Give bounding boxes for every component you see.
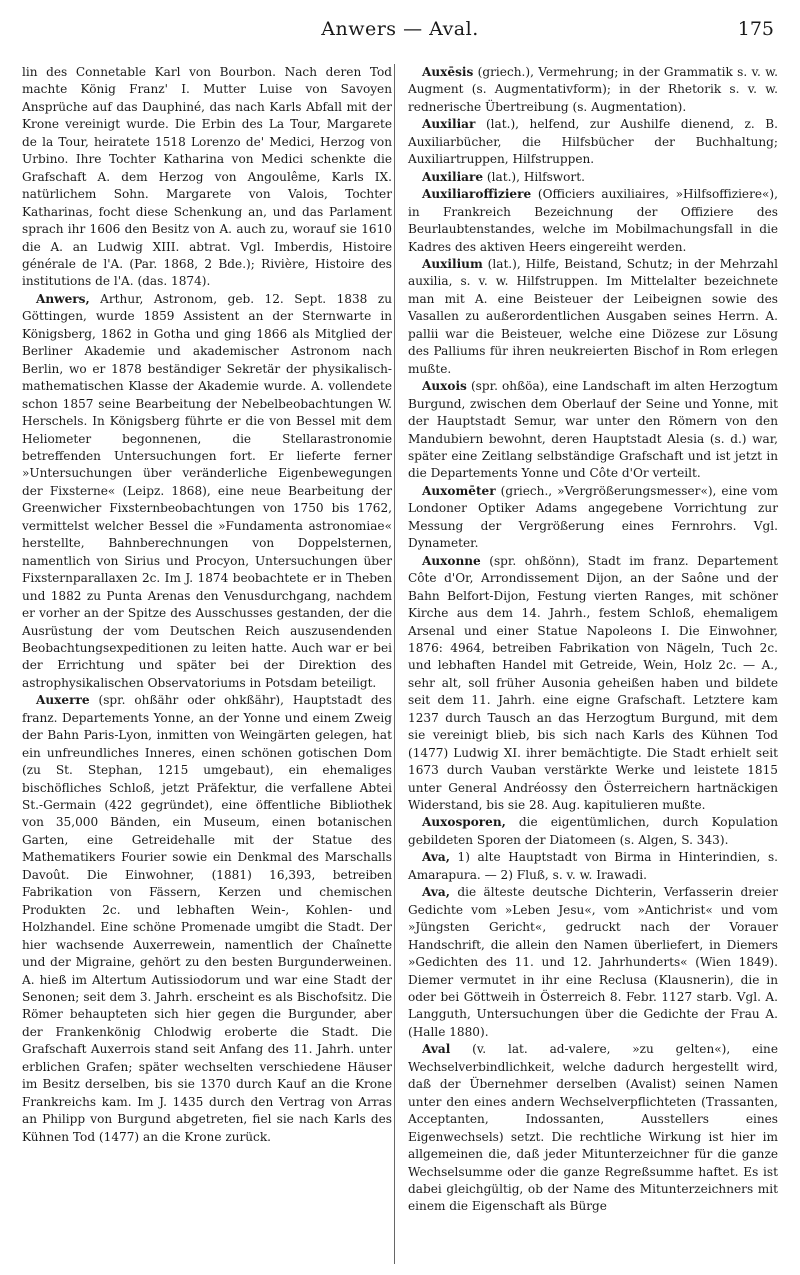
entry-text: lin des Connetable Karl von Bourbon. Nach deren Tod machte König Franz' I. Mutter Luise von Savoyen Ansprüche auf das Dauphiné, das nach Karls Abfall mit der Krone vereinigt wurde. Die Erbin des La Tour, Margarete de la Tour, heiratete 1518 Lorenzo de' Medici, Herzog von Urbino. Ihre Tochter Katharina von Medici schenkte die Grafschaft A. dem Herzog von Angoulême, Karls IX. natürlichem Sohn. Margarete von Valois, Tochter Katharinas, focht diese Schenkung an, und das Parlament sprach ihr 1606 den Besitz von A. auch zu, worauf sie 1610 die A. an Ludwig XIII. abtrat. Vgl. Imberdis, Histoire générale de l'A. (Par. 1868, 2 Bde.); Rivière, Histoire des institutions de l'A. (das. 1874). xyxy=(22,65,392,289)
entry-headword: Auxois xyxy=(422,379,467,394)
entry-headword: Auxosporen, xyxy=(422,815,506,830)
entry-text: (griech., »Vergrößerungsmesser«), eine vom Londoner Optiker Adams angegebene Vorrichtung zur Messung der Vergrößerung eines Fernrohrs. Vgl. Dynameter. xyxy=(408,483,778,551)
entry-headword: Auxiliar xyxy=(422,117,476,132)
dictionary-entry xyxy=(408,814,778,849)
entry-headword: Auxerre xyxy=(36,693,90,708)
left-column xyxy=(22,64,392,1146)
dictionary-entry xyxy=(408,378,778,483)
page-number: 175 xyxy=(737,18,774,40)
dictionary-entry xyxy=(408,256,778,378)
entry-headword: Ava, xyxy=(422,885,450,900)
entry-text: Arthur, Astronom, geb. 12. Sept. 1838 zu Göttingen, wurde 1859 Assistent an der Sternwarte in Königsberg, 1862 in Gotha und ging 1866 als Mitglied der Berliner Akademie und akademischer Astronom nach Berlin, wo er 1878 beständiger Sekretär der physikalisch-mathematischen Klasse der Akademie wurde. A. vollendete schon 1857 seine Bearbeitung der Nebelbeobachtungen W. Herschels. In Königsberg führte er die von Bessel mit dem Heliometer begonnenen, die Stellarastronomie betreffenden Untersuchungen fort. Er lieferte ferner »Untersuchungen über veränderliche Eigenbewegungen der Fixsterne« (Leipz. 1868), eine neue Bearbeitung der Greenwicher Fixsternbeobachtungen von 1750 bis 1762, vermittelst welcher Bessel die »Fundamenta astronomiae« herstellte, Bahnberechnungen von Doppelsternen, namentlich von Sirius und Procyon, Untersuchungen über Fixsternparallaxen 2c. Im J. 1874 beobachtete er in Theben und 1882 zu Punta Arenas den Venusdurchgang, nachdem er vorher an der Spitze des Ausschusses gestanden, der die Ausrüstung der vom Deutschen Reich auszusendenden Beobachtungsexpeditionen zu leiten hatte. Auch war er bei der Errichtung und später bei der Direktion des astrophysikalischen Observatoriums in Potsdam beteiligt. xyxy=(22,291,392,690)
entry-headword: Auxonne xyxy=(422,553,481,568)
column-divider xyxy=(394,64,395,1264)
entry-headword: Auxēsis xyxy=(422,65,474,79)
right-column xyxy=(408,64,778,1216)
page-header xyxy=(22,14,778,46)
entry-text: (Officiers auxiliaires, »Hilfsoffiziere«), in Frankreich Bezeichnung der Offiziere des Beurlaubtenstandes, welche im Mobilmachungsfall in die Kadres des aktiven Heers eingereiht werden. xyxy=(408,187,778,254)
entry-text: (v. lat. ad-valere, »zu gelten«), eine Wechselverbindlichkeit, welche dadurch hergestellt wird, daß der Übernehmer derselben (Avalist) seinen Namen unter den eines andern Wechselverpflichteten (Trassanten, Acceptanten, Indossanten, Ausstellers eines Eigenwechsels) setzt. Die rechtliche Wirkung ist hier im allgemeinen die, daß jeder Mitunterzeichner für die ganze Wechselsumme oder die ganze Regreßsumme haftet. Es ist dabei gleichgültig, ob der Name des Mitunterzeichners mit einem die Eigenschaft als Bürge xyxy=(408,1042,778,1214)
entry-headword: Auxilium xyxy=(422,256,483,271)
running-head: Anwers — Aval. xyxy=(321,18,479,40)
entry-text: (lat.), helfend, zur Aushilfe dienend, z. B. Auxiliarbücher, die Hilfsbücher der Buchhaltung; Auxiliartruppen, Hilfstruppen. xyxy=(408,117,778,167)
dictionary-entry xyxy=(408,483,778,553)
entry-text: 1) alte Hauptstadt von Birma in Hinterindien, s. Amarapura. — 2) Fluß, s. v. w. Irawadi. xyxy=(408,850,778,882)
entry-headword: Anwers, xyxy=(36,291,90,306)
dictionary-entry xyxy=(408,1041,778,1216)
entry-headword: Auxiliare xyxy=(422,169,484,184)
dictionary-entry xyxy=(408,884,778,1041)
entry-text: die eigentümlichen, durch Kopulation gebildeten Sporen der Diatomeen (s. Algen, S. 343). xyxy=(408,815,778,847)
dictionary-entry xyxy=(408,116,778,168)
dictionary-entry xyxy=(408,169,778,186)
dictionary-entry xyxy=(22,64,392,291)
dictionary-entry xyxy=(408,553,778,815)
entry-text: die älteste deutsche Dichterin, Verfasserin dreier Gedichte vom »Leben Jesu«, vom »Antichrist« und vom »Jüngsten Gericht«, gedruckt nach der Vorauer Handschrift, die allein den Namen überliefert, in Diemers »Gedichten des 11. und 12. Jahrhunderts« (Wien 1849). Diemer vermutet in ihr eine Reclusa (Klausnerin), die in oder bei Göttweih in Österreich 8. Febr. 1127 starb. Vgl. A. Langguth, Untersuchungen über die Gedichte der Frau A. (Halle 1880). xyxy=(408,885,778,1039)
entry-text: (griech.), Vermehrung; in der Grammatik s. v. w. Augment (s. Augmentativform); in der Rhetorik s. v. w. rednerische Übertreibung (s. Augmentation). xyxy=(408,65,778,114)
dictionary-entry xyxy=(408,849,778,884)
dictionary-entry xyxy=(22,291,392,692)
entry-text: (spr. ohßähr oder ohkßähr), Hauptstadt des franz. Departements Yonne, an der Yonne und einem Zweig der Bahn Paris-Lyon, inmitten von Weingärten gelegen, hat ein unfreundliches Inneres, einen schönen gotischen Dom (zu St. Stephan, 1215 umgebaut), ein ehemaliges bischöfliches Schloß, jetzt Präfektur, die verfallene Abtei St.-Germain (422 gegründet), eine öffentliche Bibliothek von 35,000 Bänden, ein Museum, einen botanischen Garten, eine Getreidehalle mit der Statue des Mathematikers Fourier sowie ein Denkmal des Marschalls Davoût. Die Einwohner, (1881) 16,393, betreiben Fabrikation von Fässern, Kerzen und chemischen Produkten 2c. und lebhaften Wein-, Kohlen- und Holzhandel. Eine schöne Promenade umgibt die Stadt. Der hier wachsende Auxerrewein, namentlich der Chaînette und der Migraine, gehört zu den besten Burgunderweinen. A. hieß im Altertum Autissiodorum und war eine Stadt der Senonen; seit dem 3. Jahrh. erscheint es als Bischofsitz. Die Römer behaupteten sich hier gegen die Burgunder, aber der Frankenkönig Chlodwig eroberte die Stadt. Die Grafschaft Auxerrois stand seit Anfang des 11. Jahrh. unter erblichen Grafen; später wechselten verschiedene Häuser im Besitz derselben, bis sie 1370 durch Kauf an die Krone Frankreichs kam. Im J. 1435 durch den Vertrag von Arras an Philipp von Burgund abgetreten, fiel sie nach Karls des Kühnen Tod (1477) an die Krone zurück. xyxy=(22,693,392,1144)
entry-headword: Auxomēter xyxy=(422,483,496,498)
entry-headword: Auxiliaroffiziere xyxy=(422,187,532,202)
entry-text: (spr. ohßöa), eine Landschaft im alten Herzogtum Burgund, zwischen dem Oberlauf der Seine und Yonne, mit der Hauptstadt Semur, war unter den Römern von den Mandubiern bewohnt, deren Hauptstadt Alesia (s. d.) war, später eine Zeitlang selbständige Grafschaft und ist jetzt in die Departements Yonne und Côte d'Or verteilt. xyxy=(408,379,778,481)
dictionary-entry xyxy=(408,186,778,256)
entry-text: (spr. ohßönn), Stadt im franz. Departement Côte d'Or, Arrondissement Dijon, an der Saône und der Bahn Belfort-Dijon, Festung vierten Ranges, mit schöner Kirche aus dem 14. Jahrh., festem Schloß, ehemaligem Arsenal und einer Statue Napoleons I. Die Einwohner, 1876: 4964, betreiben Fabrikation von Nägeln, Tuch 2c. und lebhaften Handel mit Getreide, Wein, Holz 2c. — A., sehr alt, soll früher Ausonia geheißen haben und bildete seit dem 11. Jahrh. eine eigne Grafschaft. Letztere kam 1237 durch Tausch an das Herzogtum Burgund, mit dem sie vereinigt blieb, bis sich nach Karls des Kühnen Tod (1477) Ludwig XI. ihrer bemächtigte. Die Stadt erhielt seit 1673 durch Vauban verstärkte Werke und leistete 1815 unter General Andréossy den Österreichern hartnäckigen Widerstand, bis sie 28. Aug. kapitulieren mußte. xyxy=(408,553,778,813)
dictionary-entry xyxy=(22,692,392,1146)
dictionary-entry xyxy=(408,64,778,116)
entry-text: (lat.), Hilfswort. xyxy=(483,169,585,184)
entry-headword: Aval xyxy=(422,1042,451,1057)
entry-text: (lat.), Hilfe, Beistand, Schutz; in der Mehrzahl auxilia, s. v. w. Hilfstruppen. Im Mittelalter bezeichnete man mit A. eine Beisteuer der Leibeignen sowie des Vasallen zu außerordentlichen Ausgaben seines Herrn. A. pallii war die Beisteuer, welche eine Diözese zur Lösung des Palliums für ihren neukreierten Bischof in Rom erlegen mußte. xyxy=(408,256,778,376)
entry-headword: Ava, xyxy=(422,850,450,865)
